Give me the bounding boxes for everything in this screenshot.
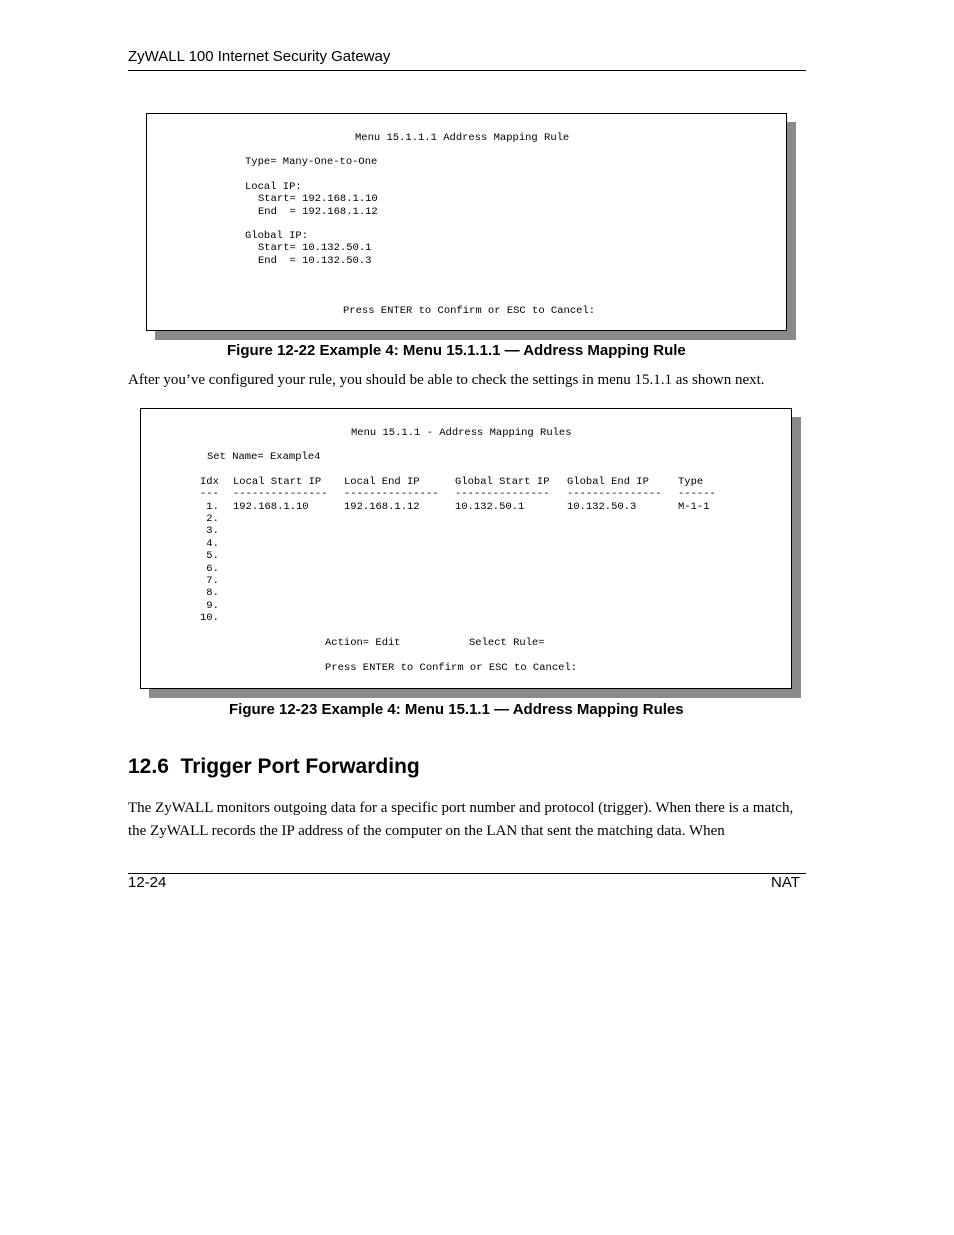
figure2-prompt: Press ENTER to Confirm or ESC to Cancel: bbox=[325, 662, 578, 674]
footer-page-number: 12-24 bbox=[128, 874, 167, 891]
figure2-column-header: Type bbox=[678, 476, 704, 488]
figure1-local-ip-label: Local IP: bbox=[245, 181, 302, 193]
table-row-idx: 10. bbox=[200, 612, 219, 624]
figure1-menu-title: Menu 15.1.1.1 Address Mapping Rule bbox=[355, 132, 570, 144]
figure2-column-header: Global End IP bbox=[567, 476, 649, 488]
figure2-menu-title: Menu 15.1.1 - Address Mapping Rules bbox=[351, 427, 572, 439]
table-cell-local-end: 192.168.1.12 bbox=[344, 501, 420, 513]
figure2-set-name: Set Name= Example4 bbox=[207, 451, 321, 463]
running-header: ZyWALL 100 Internet Security Gateway bbox=[128, 48, 391, 65]
figure2-caption: Figure 12-23 Example 4: Menu 15.1.1 — Address Mapping Rules bbox=[229, 701, 684, 718]
table-cell-global-start: 10.132.50.1 bbox=[455, 501, 525, 513]
figure2-column-header: Local Start IP bbox=[233, 476, 322, 488]
figure1-type-line: Type= Many-One-to-One bbox=[245, 156, 378, 168]
figure2-column-divider: --------------- bbox=[344, 488, 439, 500]
footer-chapter: NAT bbox=[771, 874, 800, 891]
section-heading: 12.6 Trigger Port Forwarding bbox=[128, 755, 420, 778]
figure1-prompt: Press ENTER to Confirm or ESC to Cancel: bbox=[343, 305, 596, 317]
table-row-idx: 1. bbox=[200, 501, 219, 513]
figure2-terminal bbox=[140, 408, 792, 689]
figure2-column-divider: --------------- bbox=[455, 488, 550, 500]
figure2-column-divider: --------------- bbox=[567, 488, 662, 500]
figure2-column-divider: --------------- bbox=[233, 488, 328, 500]
table-cell-local-start: 192.168.1.10 bbox=[233, 501, 309, 513]
table-row-idx: 9. bbox=[200, 600, 219, 612]
table-cell-type: M-1-1 bbox=[678, 501, 710, 513]
figure1-global-end: End = 10.132.50.3 bbox=[258, 255, 372, 267]
figure1-local-start: Start= 192.168.1.10 bbox=[258, 193, 378, 205]
figure1-local-end: End = 192.168.1.12 bbox=[258, 206, 378, 218]
figure2-select-rule-field: Select Rule= bbox=[469, 637, 545, 649]
figure2-column-header: Global Start IP bbox=[455, 476, 550, 488]
footer-rule bbox=[128, 873, 806, 874]
table-row-idx: 4. bbox=[200, 538, 219, 550]
figure2-column-divider: --- bbox=[200, 488, 219, 500]
figure2-column-divider: ------ bbox=[678, 488, 716, 500]
table-row-idx: 5. bbox=[200, 550, 219, 562]
table-row-idx: 2. bbox=[200, 513, 219, 525]
body-paragraph-2: The ZyWALL monitors outgoing data for a specific port number and protocol (trigger). When there is a match, the ZyWALL records the IP address of the computer on the LAN that sent the matching data. When bbox=[128, 800, 794, 839]
figure1-caption: Figure 12-22 Example 4: Menu 15.1.1.1 — Address Mapping Rule bbox=[227, 342, 686, 359]
figure2-column-header: Local End IP bbox=[344, 476, 420, 488]
body-paragraph-1: After you’ve configured your rule, you should be able to check the settings in menu 15.1.1 as shown next. bbox=[128, 372, 765, 388]
table-row-idx: 6. bbox=[200, 563, 219, 575]
figure1-global-ip-label: Global IP: bbox=[245, 230, 309, 242]
figure2-action-field: Action= Edit bbox=[325, 637, 401, 649]
figure1-terminal bbox=[146, 113, 787, 331]
header-rule bbox=[128, 70, 806, 71]
figure2-column-header: Idx bbox=[200, 476, 219, 488]
table-row-idx: 8. bbox=[200, 587, 219, 599]
table-row-idx: 3. bbox=[200, 525, 219, 537]
figure1-global-start: Start= 10.132.50.1 bbox=[258, 242, 372, 254]
table-row-idx: 7. bbox=[200, 575, 219, 587]
table-cell-global-end: 10.132.50.3 bbox=[567, 501, 637, 513]
